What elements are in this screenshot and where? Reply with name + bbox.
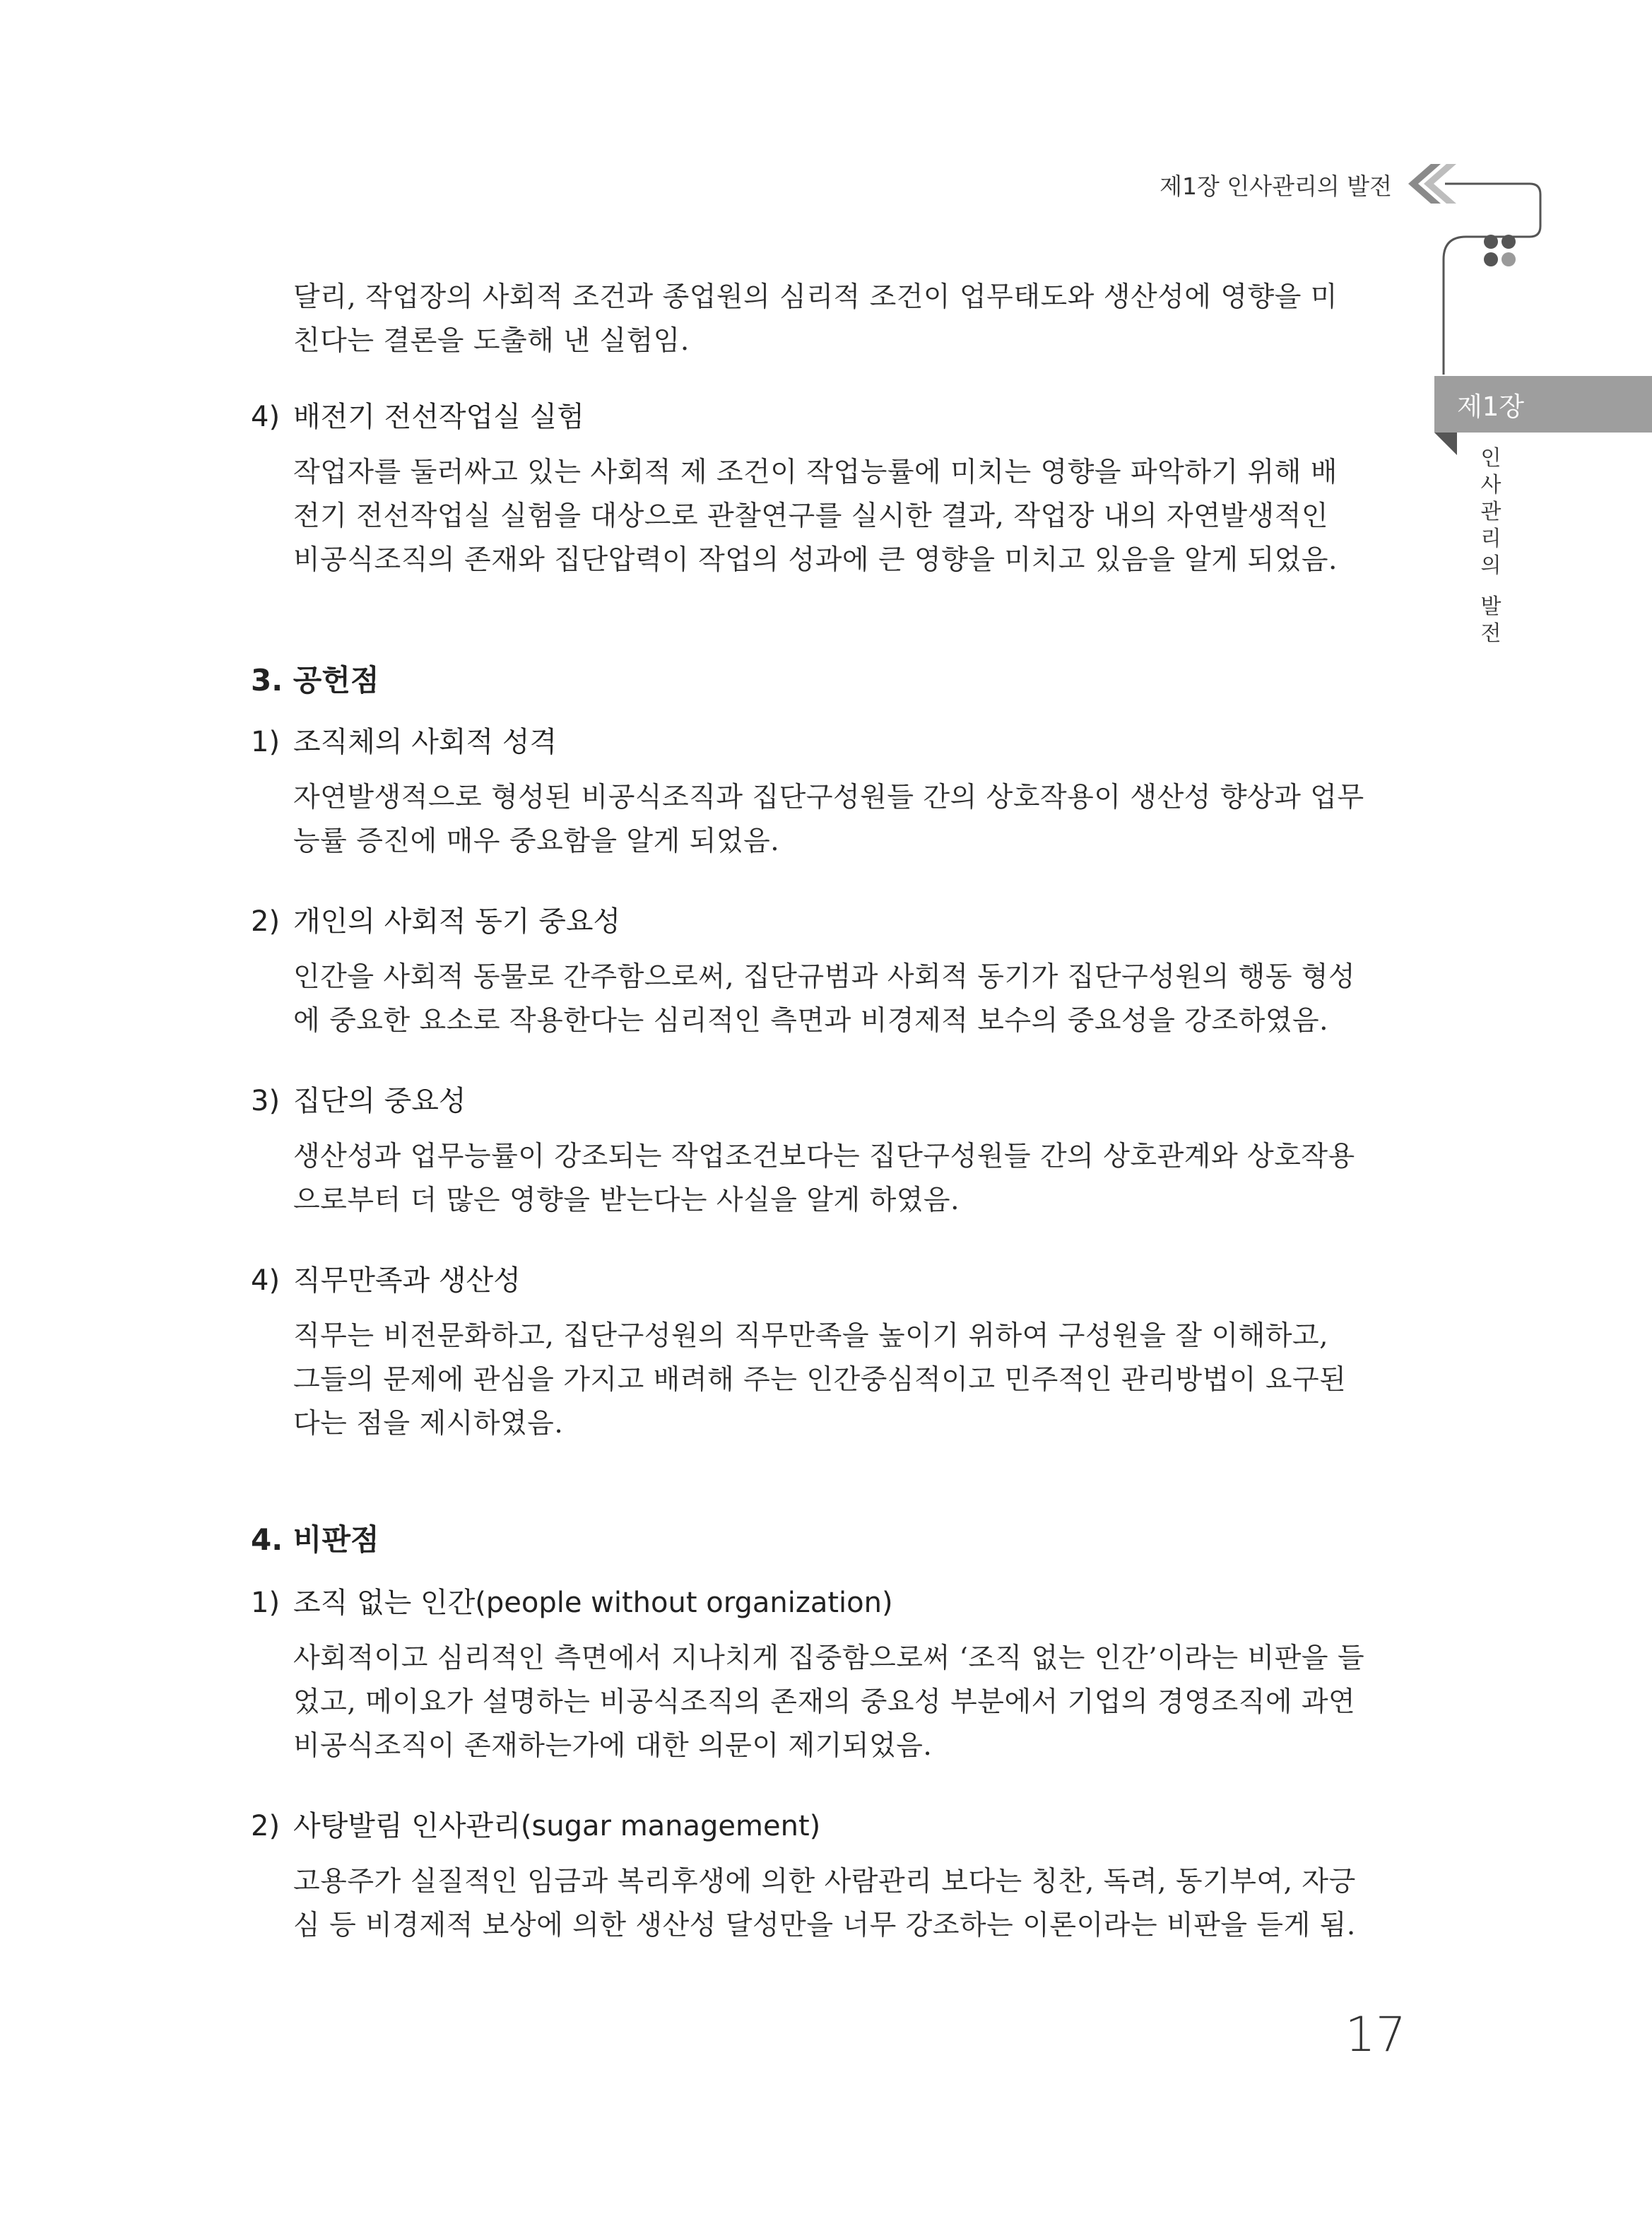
- vertical-title-char: 사: [1480, 473, 1501, 498]
- subheading-people-without-organization: [251, 1583, 893, 1623]
- subheading-social-nature: [251, 722, 557, 762]
- chapter-tab-corner: [1434, 433, 1457, 455]
- subheading-group-importance: [251, 1081, 466, 1121]
- paragraph-line: 친다는 결론을 도출해 낸 실험임.: [293, 325, 690, 357]
- paragraph-line: 작업자를 둘러싸고 있는 사회적 제 조건이 작업능률에 미치는 영향을 파악하기 위해 배: [293, 457, 1338, 488]
- intro-paragraph: [293, 276, 1406, 363]
- dots-icon: [1484, 235, 1516, 266]
- item-title: 조직 없는 인간(people without organization): [293, 1587, 893, 1619]
- paragraph-sugar-management: [293, 1860, 1406, 1948]
- vertical-title-char: 의: [1480, 553, 1501, 578]
- paragraph-line: 인간을 사회적 동물로 간주함으로써, 집단규범과 사회적 동기가 집단구성원의 행동 형성: [293, 961, 1356, 993]
- item-number: 3): [251, 1085, 281, 1117]
- paragraph-line: 달리, 작업장의 사회적 조건과 종업원의 심리적 조건이 업무태도와 생산성에 영향을 미: [293, 281, 1338, 313]
- paragraph-job-satisfaction: [293, 1315, 1406, 1446]
- vertical-title-char: 리: [1480, 527, 1501, 551]
- section-heading-criticisms: 4. 비판점: [251, 1522, 379, 1557]
- paragraph-line: 비공식조직이 존재하는가에 대한 의문이 제기되었음.: [293, 1730, 933, 1762]
- subheading-sugar-management: [251, 1806, 820, 1846]
- running-header: 제1장 인사관리의 발전: [1160, 172, 1392, 200]
- header-arrow-decoration: [1396, 155, 1551, 389]
- paragraph-line: 으로부터 더 많은 영향을 받는다는 사실을 알게 하였음.: [293, 1184, 960, 1216]
- page-number: 17: [1345, 2007, 1406, 2063]
- item-title: 집단의 중요성: [293, 1085, 466, 1117]
- item-number: 4): [251, 1264, 281, 1297]
- item-number: 4): [251, 401, 281, 433]
- item-number: 2): [251, 1810, 281, 1842]
- paragraph-line: 전기 전선작업실 실험을 대상으로 관찰연구를 실시한 결과, 작업장 내의 자연발생적인: [293, 500, 1329, 532]
- item-number: 2): [251, 905, 281, 938]
- item-title: 사탕발림 인사관리(sugar management): [293, 1810, 821, 1842]
- item-number: 1): [251, 1587, 281, 1619]
- chapter-vertical-title: [1477, 445, 1505, 647]
- paragraph-social-nature: [293, 776, 1406, 864]
- paragraph-line: 생산성과 업무능률이 강조되는 작업조건보다는 집단구성원들 간의 상호관계와 상호작용: [293, 1141, 1355, 1172]
- paragraph-line: 고용주가 실질적인 임금과 복리후생에 의한 사람관리 보다는 칭찬, 독려, 동기부여, 자긍: [293, 1866, 1356, 1898]
- paragraph-line: 심 등 비경제적 보상에 의한 생산성 달성만을 너무 강조하는 이론이라는 비판을 듣게 됨.: [293, 1910, 1356, 1941]
- section-heading-contributions: 3. 공헌점: [251, 663, 379, 698]
- item-title: 직무만족과 생산성: [293, 1264, 521, 1297]
- item-title: 조직체의 사회적 성격: [293, 726, 557, 758]
- vertical-title-char: 전: [1480, 621, 1501, 646]
- item-number: 1): [251, 726, 281, 758]
- paragraph-line: 직무는 비전문화하고, 집단구성원의 직무만족을 높이기 위하여 구성원을 잘 이해하고,: [293, 1320, 1329, 1352]
- vertical-title-char: 인: [1480, 446, 1501, 471]
- subheading-job-satisfaction: [251, 1261, 521, 1300]
- item-title: 배전기 전선작업실 실험: [293, 401, 584, 433]
- vertical-title-char: 발: [1480, 594, 1501, 619]
- subheading-wiring-room-experiment: [251, 397, 584, 437]
- item-title: 개인의 사회적 동기 중요성: [293, 905, 621, 938]
- paragraph-line: 사회적이고 심리적인 측면에서 지나치게 집중함으로써 ‘조직 없는 인간’이라는 비판을 들: [293, 1642, 1365, 1674]
- paragraph-line: 자연발생적으로 형성된 비공식조직과 집단구성원들 간의 상호작용이 생산성 향상과 업무: [293, 782, 1364, 813]
- paragraph-line: 그들의 문제에 관심을 가지고 배려해 주는 인간중심적이고 민주적인 관리방법이 요구된: [293, 1364, 1347, 1396]
- paragraph-line: 비공식조직의 존재와 집단압력이 작업의 성과에 큰 영향을 미치고 있음을 알게 되었음.: [293, 544, 1338, 576]
- paragraph-wiring-room-experiment: [293, 451, 1406, 582]
- paragraph-line: 에 중요한 요소로 작용한다는 심리적인 측면과 비경제적 보수의 중요성을 강조하였음.: [293, 1005, 1329, 1037]
- paragraph-people-without-organization: [293, 1637, 1406, 1768]
- paragraph-line: 다는 점을 제시하였음.: [293, 1408, 564, 1440]
- paragraph-line: 었고, 메이요가 설명하는 비공식조직의 존재의 중요성 부분에서 기업의 경영조직에 과연: [293, 1686, 1356, 1718]
- subheading-social-motivation: [251, 902, 620, 941]
- vertical-title-char: 관: [1480, 500, 1501, 524]
- chapter-tab-label: 제1장: [1457, 392, 1525, 422]
- paragraph-social-motivation: [293, 955, 1406, 1043]
- chapter-tab: [1434, 376, 1652, 433]
- paragraph-line: 능률 증진에 매우 중요함을 알게 되었음.: [293, 825, 780, 857]
- paragraph-group-importance: [293, 1135, 1406, 1223]
